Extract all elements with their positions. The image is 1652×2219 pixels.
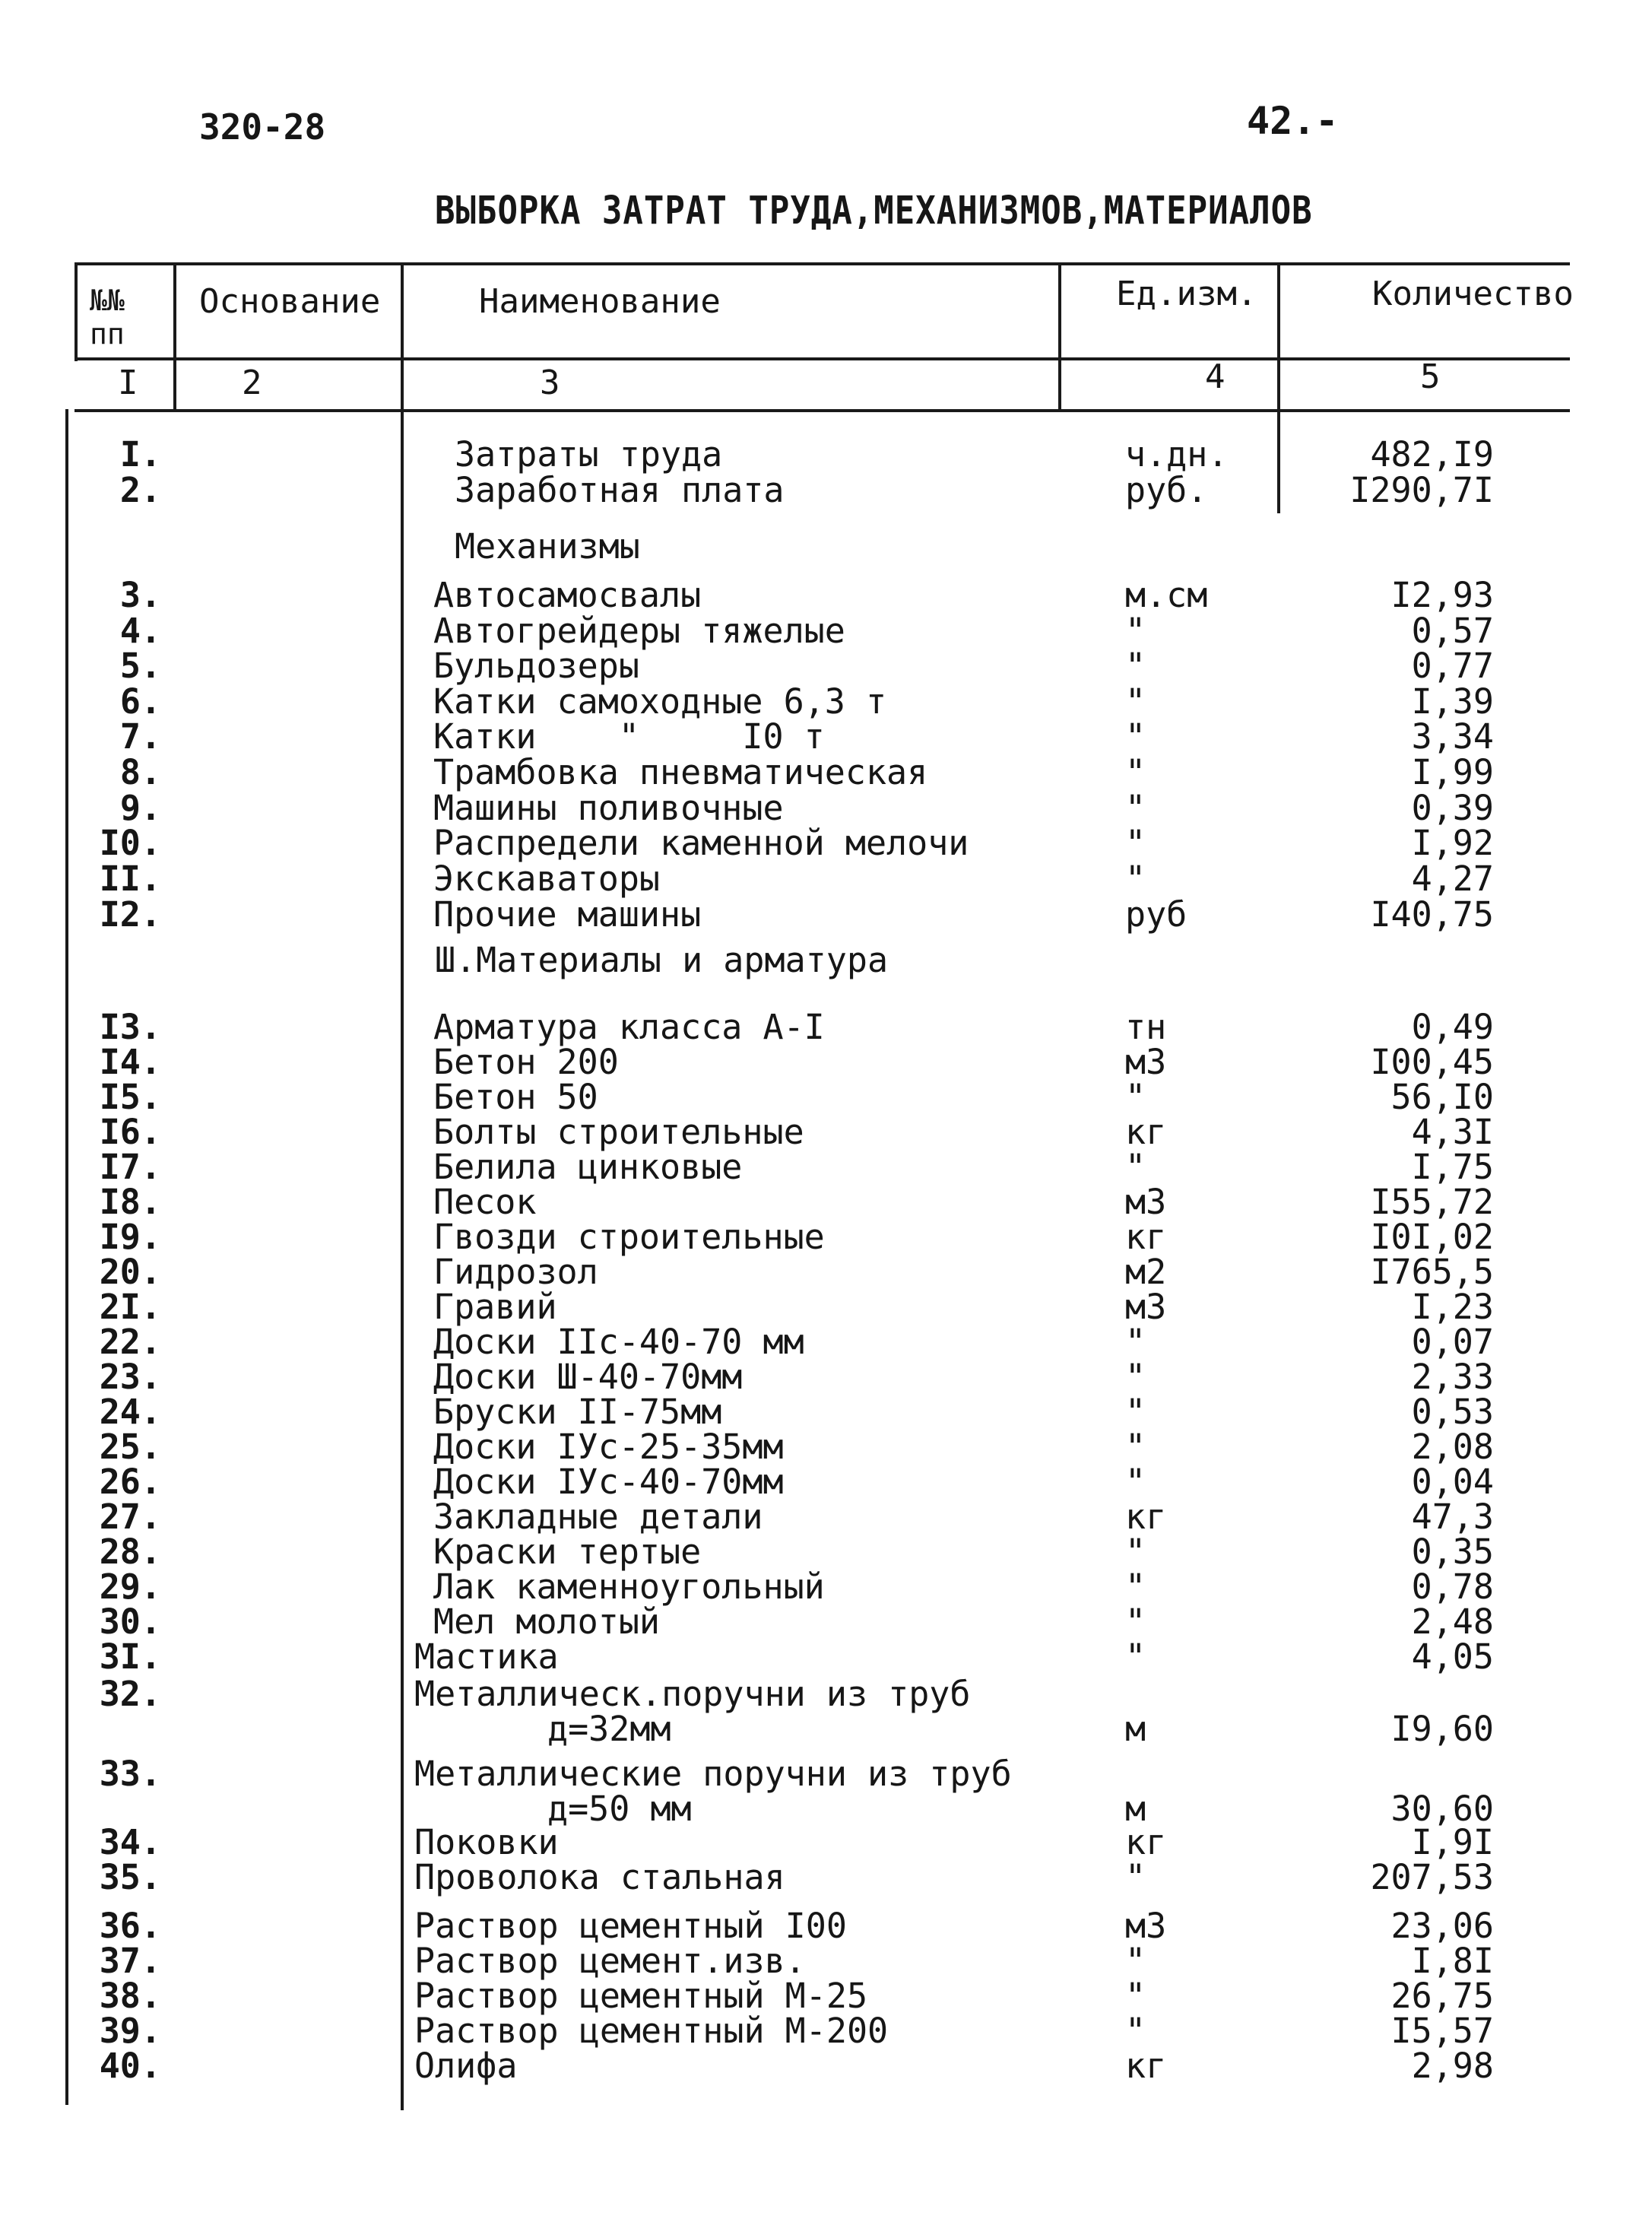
row-name-continuation: д=50 мм (547, 1789, 692, 1829)
table-row (0, 434, 1652, 475)
row-number: 35. (99, 1857, 161, 1897)
row-name: Краски тертые (433, 1532, 702, 1572)
row-unit: тн (1125, 1007, 1167, 1047)
table-row (0, 1112, 1652, 1152)
row-name: Распредели каменной мелочи (433, 823, 969, 863)
row-name: Болты строительные (433, 1112, 804, 1152)
table-row (0, 1822, 1652, 1862)
row-number: 25. (99, 1427, 161, 1467)
row-name: Арматура класса А-I (433, 1007, 825, 1047)
column-header-unit: Ед.изм. (1116, 275, 1257, 313)
column-header-number: №№ пп (90, 284, 125, 351)
row-quantity: I765,5 (1370, 1252, 1494, 1292)
table-row (0, 1007, 1652, 1047)
row-unit: " (1125, 1602, 1146, 1642)
row-name: Заработная плата (455, 470, 785, 510)
table-row (0, 2046, 1652, 2086)
table-row (0, 716, 1652, 757)
table-row (0, 1287, 1652, 1327)
table-row (0, 1042, 1652, 1082)
row-name: Раствор цемент.изв. (414, 1941, 806, 1981)
row-unit: кг (1125, 1112, 1167, 1152)
row-unit: " (1125, 1636, 1146, 1677)
row-name: Белила цинковые (433, 1147, 743, 1187)
column-number-1: I (118, 363, 138, 402)
table-row (0, 1532, 1652, 1572)
row-number: 36. (99, 1906, 161, 1946)
row-quantity: I0I,02 (1370, 1217, 1494, 1257)
row-unit: кг (1125, 1822, 1167, 1862)
table-row (0, 1217, 1652, 1257)
row-quantity: I,9I (1411, 1822, 1494, 1862)
row-number: 28. (99, 1532, 161, 1572)
row-quantity: 2,08 (1411, 1427, 1494, 1467)
row-quantity: I00,45 (1370, 1042, 1494, 1082)
row-unit: м3 (1125, 1287, 1167, 1327)
row-name: Металлические поручни из труб (414, 1754, 1012, 1794)
row-name: Раствор цементный М-200 (414, 2011, 889, 2051)
row-unit: " (1125, 1532, 1146, 1572)
row-quantity: 0,35 (1411, 1532, 1494, 1572)
row-unit: " (1125, 681, 1146, 722)
table-row (0, 1754, 1652, 1829)
row-quantity: I40,75 (1370, 894, 1494, 935)
row-quantity: 2,98 (1411, 2046, 1494, 2086)
row-unit: кг (1125, 2046, 1167, 2086)
row-number: I4. (99, 1042, 161, 1082)
table-row (0, 823, 1652, 863)
row-quantity: I2,93 (1390, 575, 1494, 615)
row-unit: м (1125, 1709, 1146, 1749)
row-name: Песок (433, 1182, 537, 1222)
row-number: I0. (99, 823, 161, 863)
row-quantity: 0,57 (1411, 611, 1494, 651)
table-row (0, 2011, 1652, 2051)
table-row (0, 1427, 1652, 1467)
table-row (0, 752, 1652, 792)
row-name: Катки " I0 т (433, 716, 825, 757)
row-quantity: I,75 (1411, 1147, 1494, 1187)
row-unit: " (1125, 788, 1146, 828)
row-name: Доски IУс-25-35мм (433, 1427, 784, 1467)
row-name: Бульдозеры (433, 646, 639, 686)
row-name: Доски IIс-40-70 мм (433, 1322, 804, 1362)
row-number: 5. (119, 646, 161, 686)
row-name: Экскаваторы (433, 859, 661, 899)
column-number-3: 3 (540, 363, 560, 402)
row-name: Машины поливочные (433, 788, 784, 828)
row-unit: " (1125, 1357, 1146, 1397)
row-quantity: 47,3 (1411, 1497, 1494, 1537)
row-number: 26. (99, 1462, 161, 1502)
row-unit: руб (1125, 894, 1187, 935)
row-unit: " (1125, 611, 1146, 651)
row-unit: " (1125, 1147, 1146, 1187)
row-quantity: I,99 (1411, 752, 1494, 792)
row-unit: " (1125, 1976, 1146, 2016)
row-unit: м.см (1125, 575, 1208, 615)
row-unit: " (1125, 859, 1146, 899)
row-unit: " (1125, 716, 1146, 757)
row-name: Лак каменноугольный (433, 1567, 825, 1607)
row-unit: кг (1125, 1497, 1167, 1537)
row-name: Бетон 200 (433, 1042, 619, 1082)
row-name: Доски Ш-40-70мм (433, 1357, 743, 1397)
row-name: Катки самоходные 6,3 т (433, 681, 887, 722)
table-row (0, 859, 1652, 899)
row-unit: ч.дн. (1125, 434, 1229, 475)
row-name: Затраты труда (455, 434, 723, 475)
row-quantity: 30,60 (1390, 1789, 1494, 1829)
row-number: 24. (99, 1392, 161, 1432)
row-name: Бетон 50 (433, 1077, 598, 1117)
row-unit: " (1125, 1427, 1146, 1467)
row-number: I9. (99, 1217, 161, 1257)
row-number: 39. (99, 2011, 161, 2051)
table-row (0, 1497, 1652, 1537)
row-number: 38. (99, 1976, 161, 2016)
row-number: I6. (99, 1112, 161, 1152)
page-number: 42.- (1247, 99, 1339, 143)
row-number: 32. (99, 1674, 161, 1714)
row-number: 27. (99, 1497, 161, 1537)
table-row (0, 1602, 1652, 1642)
row-number: 3I. (99, 1636, 161, 1677)
row-quantity: 0,53 (1411, 1392, 1494, 1432)
row-number: I3. (99, 1007, 161, 1047)
table-row (0, 1182, 1652, 1222)
row-quantity: 482,I9 (1370, 434, 1494, 475)
row-quantity: 0,39 (1411, 788, 1494, 828)
column-number-4: 4 (1205, 357, 1226, 396)
row-name: Прочие машины (433, 894, 702, 935)
row-quantity: 26,75 (1390, 1976, 1494, 2016)
row-name: Гравий (433, 1287, 557, 1327)
row-number: 3. (119, 575, 161, 615)
row-quantity: 4,3I (1411, 1112, 1494, 1152)
column-number-2: 2 (242, 363, 262, 402)
document-code: 320-28 (199, 106, 326, 148)
row-quantity: I290,7I (1349, 470, 1494, 510)
row-number: I5. (99, 1077, 161, 1117)
table-row (0, 1462, 1652, 1502)
row-name-continuation: д=32мм (547, 1709, 671, 1749)
row-name: Раствор цементный М-25 (414, 1976, 868, 2016)
row-unit: м3 (1125, 1042, 1167, 1082)
row-quantity: 3,34 (1411, 716, 1494, 757)
row-quantity: 2,48 (1411, 1602, 1494, 1642)
row-name: Закладные детали (433, 1497, 763, 1537)
table-row (0, 681, 1652, 722)
row-number: 29. (99, 1567, 161, 1607)
row-unit: кг (1125, 1217, 1167, 1257)
row-name: Автосамосвалы (433, 575, 702, 615)
row-unit: " (1125, 1392, 1146, 1432)
table-row (0, 1941, 1652, 1981)
row-unit: " (1125, 646, 1146, 686)
row-number: 2. (119, 470, 161, 510)
row-unit: " (1125, 2011, 1146, 2051)
row-quantity: I,8I (1411, 1941, 1494, 1981)
table-row (0, 788, 1652, 828)
table-row (0, 1357, 1652, 1397)
row-unit: " (1125, 1941, 1146, 1981)
row-quantity: I5,57 (1390, 2011, 1494, 2051)
row-name: Раствор цементный I00 (414, 1906, 847, 1946)
row-unit: м2 (1125, 1252, 1167, 1292)
row-number: 23. (99, 1357, 161, 1397)
table-row (0, 1252, 1652, 1292)
row-number: I7. (99, 1147, 161, 1187)
row-name: Доски IУс-40-70мм (433, 1462, 784, 1502)
row-quantity: 23,06 (1390, 1906, 1494, 1946)
row-quantity: I,39 (1411, 681, 1494, 722)
row-number: 8. (119, 752, 161, 792)
row-name: Гидрозол (433, 1252, 598, 1292)
table-row (0, 470, 1652, 510)
table-row (0, 1322, 1652, 1362)
row-number: 34. (99, 1822, 161, 1862)
row-number: 20. (99, 1252, 161, 1292)
table-row (0, 1636, 1652, 1677)
row-quantity: I,92 (1411, 823, 1494, 863)
page-title: ВЫБОРКА ЗАТРАТ ТРУДА,МЕХАНИЗМОВ,МАТЕРИАЛОВ (435, 189, 1313, 233)
row-number: II. (99, 859, 161, 899)
row-unit: " (1125, 823, 1146, 863)
row-quantity: I,23 (1411, 1287, 1494, 1327)
row-name: Поковки (414, 1822, 559, 1862)
row-unit: " (1125, 1857, 1146, 1897)
row-unit: м (1125, 1789, 1146, 1829)
row-number: I. (119, 434, 161, 475)
row-name: Мел молотый (433, 1602, 661, 1642)
row-unit: " (1125, 752, 1146, 792)
row-number: 9. (119, 788, 161, 828)
row-unit: руб. (1125, 470, 1208, 510)
row-number: 4. (119, 611, 161, 651)
table-row (0, 1147, 1652, 1187)
row-unit: м3 (1125, 1906, 1167, 1946)
row-number: 22. (99, 1322, 161, 1362)
column-header-quantity: Количество (1372, 275, 1574, 313)
row-quantity: 56,I0 (1390, 1077, 1494, 1117)
row-quantity: 0,78 (1411, 1567, 1494, 1607)
section-heading-materials: Ш.Материалы и арматура (435, 940, 889, 980)
row-number: 30. (99, 1602, 161, 1642)
row-number: 40. (99, 2046, 161, 2086)
row-number: 7. (119, 716, 161, 757)
row-quantity: 4,27 (1411, 859, 1494, 899)
row-number: 2I. (99, 1287, 161, 1327)
row-quantity: 0,04 (1411, 1462, 1494, 1502)
row-name: Олифа (414, 2046, 518, 2086)
row-unit: " (1125, 1462, 1146, 1502)
row-unit: " (1125, 1322, 1146, 1362)
column-header-basis: Основание (199, 282, 381, 321)
table-row (0, 1674, 1652, 1749)
table-row (0, 646, 1652, 686)
section-heading-mechanisms: Механизмы (455, 526, 640, 567)
row-name: Мастика (414, 1636, 559, 1677)
table-row (0, 894, 1652, 935)
table-row (0, 611, 1652, 651)
row-quantity: I55,72 (1370, 1182, 1494, 1222)
row-name: Гвозди строительные (433, 1217, 825, 1257)
row-number: 37. (99, 1941, 161, 1981)
table-row (0, 1077, 1652, 1117)
row-unit: м3 (1125, 1182, 1167, 1222)
row-quantity: 4,05 (1411, 1636, 1494, 1677)
row-name: Проволока стальная (414, 1857, 785, 1897)
row-name: Бруски II-75мм (433, 1392, 722, 1432)
row-number: I8. (99, 1182, 161, 1222)
table-row (0, 575, 1652, 615)
table-row (0, 1906, 1652, 1946)
table-row (0, 1392, 1652, 1432)
row-unit: " (1125, 1077, 1146, 1117)
row-quantity: 0,07 (1411, 1322, 1494, 1362)
row-quantity: 0,77 (1411, 646, 1494, 686)
row-unit: " (1125, 1567, 1146, 1607)
row-quantity: 2,33 (1411, 1357, 1494, 1397)
row-name: Автогрейдеры тяжелые (433, 611, 845, 651)
row-quantity: I9,60 (1390, 1709, 1494, 1749)
column-header-name: Наименование (479, 282, 721, 321)
row-name: Трамбовка пневматическая (433, 752, 928, 792)
row-number: 6. (119, 681, 161, 722)
row-name: Металлическ.поручни из труб (414, 1674, 971, 1714)
row-quantity: 207,53 (1370, 1857, 1494, 1897)
row-number: I2. (99, 894, 161, 935)
table-row (0, 1857, 1652, 1897)
row-quantity: 0,49 (1411, 1007, 1494, 1047)
column-number-5: 5 (1420, 357, 1441, 396)
row-number: 33. (99, 1754, 161, 1794)
table-row (0, 1567, 1652, 1607)
table-row (0, 1976, 1652, 2016)
